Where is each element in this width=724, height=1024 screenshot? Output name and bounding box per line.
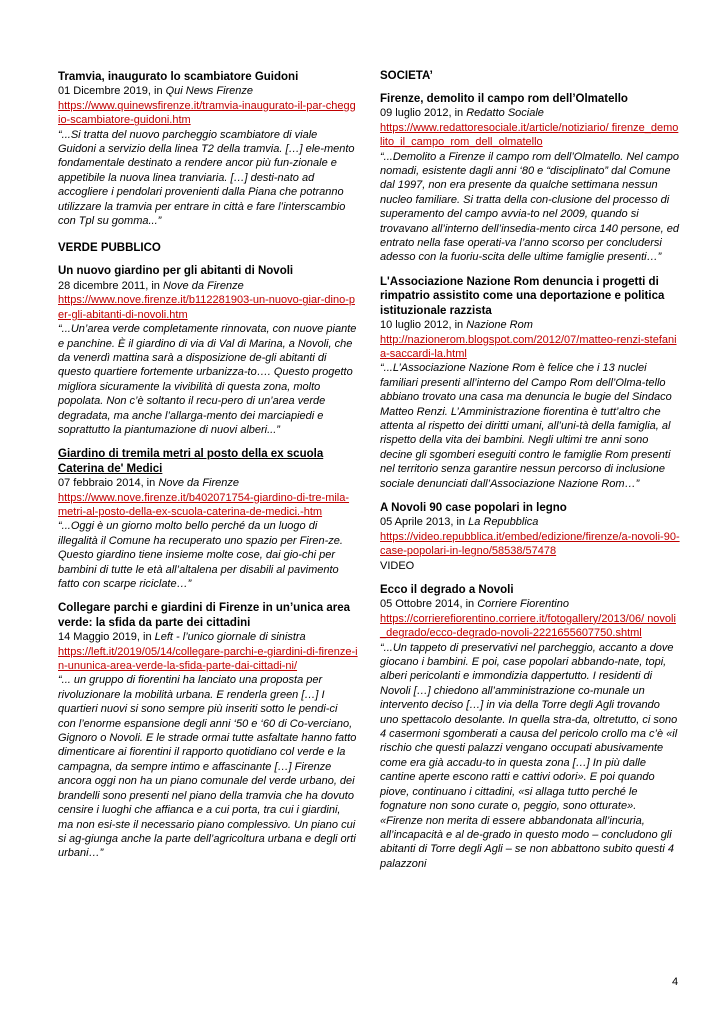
article-title: Ecco il degrado a Novoli: [380, 584, 514, 596]
article-title: Firenze, demolito il campo rom dell’Olmatello: [380, 93, 628, 105]
article-quote: “...Demolito a Firenze il campo rom dell’Olmatello. Nel campo nomadi, esistente dagli anni ‘80 e “disciplinato” dal Comune dal 1997, non era presente da qualche settimana nessun nucleo familiare. Si tratta della con-clusione del processo di superamento del campo avvia-to nel 2009, quando si trovavano all’interno dell’insedia-mento circa 140 persone, ed entrato nella fase operati-va l’anno scorso per concludersi adesso con la fuoriu-scita delle ultime famiglie presenti…”: [380, 150, 680, 264]
article-title: Tramvia, inaugurato lo scambiatore Guidoni: [58, 71, 299, 83]
article-quote: “...L’Associazione Nazione Rom è felice che i 13 nuclei familiari presenti all’interno del Campo Rom dell’Olma-tello abbiano trovato una casa ma denuncia le bugie del Sindaco Matteo Renzi. L’Amministrazione fiorentina è tutt’altro che attenta al rispetto dei diritti umani, all’uni-tà della famiglia, al rispetto della vita dei bambini. Negli ultimi tre anni sono decine gli sgomberi eseguiti contro le famiglie Rom presenti nel territorio senza garantire nessun percorso di inclusione sociale denunciati dall’Associazione Nazione Rom…”: [380, 362, 672, 490]
article-title: Giardino di tremila metri al posto della ex scuola Caterina de' Medici: [58, 448, 324, 475]
article-source: Qui News Firenze: [165, 85, 254, 98]
article-title: Un nuovo giardino per gli abitanti di Novoli: [58, 265, 294, 278]
article-date-source: [58, 476, 358, 490]
article-date: 05 Aprile 2013, in: [380, 516, 469, 529]
article-link[interactable]: https://www.redattoresociale.it/article/notiziario/ firenze_demolito_il_campo_rom_dell_olmatello: [380, 121, 679, 149]
article-entry: [58, 70, 358, 228]
article-entry: [58, 447, 358, 591]
article-source: La Repubblica: [468, 516, 539, 529]
article-date: 07 febbraio 2014, in: [58, 477, 159, 490]
left-column: [58, 70, 358, 871]
article-quote: “...Si tratta del nuovo parcheggio scambiatore di viale Guidoni a servizio della linea T2 della tramvia. […] ele-mento fondamentale destinato a rendere ancor più fun-zionale e appetibile la nuova linea tranviaria. […] desti-nato ad accogliere i pendolari provenienti dalla Piana che potranno utilizzare la tramvia per entrare in città e fare l’interscambio con Tpl su gomma...”: [58, 128, 355, 228]
article-link[interactable]: http://nazionerom.blogspot.com/2012/07/matteo-renzi-stefania-saccardi-la.html: [380, 333, 677, 360]
article-quote: “...Un’area verde completamente rinnovata, con nuove piante e panchine. È il giardino di via di Val di Marina, a Novoli, che da venerdì mattina sarà a disposizione de-gli abitanti di questo quartiere fortemente urbanizza-to…. Questo progetto migliora sicuramente la vivibilità di questa zona, molto popolata. Non c’è soltanto il recu-pero di un’area verde degradata, ma anche l’allarga-mento dei marciapiedi e soprattutto la piantumazione di nuovi alberi...”: [58, 323, 357, 436]
article-date-source: [380, 597, 680, 611]
article-date-source: [58, 84, 358, 98]
article-link[interactable]: https://www.nove.firenze.it/b402071754-giardino-di-tre-mila-metri-al-posto-della-ex-scuola-caterina-de-medici.-htm: [58, 491, 350, 518]
article-entry: [380, 501, 680, 573]
article-date: 10 luglio 2012, in: [380, 319, 467, 332]
article-source: Nazione Rom: [466, 319, 533, 332]
article-date: 28 dicembre 2011, in: [58, 279, 163, 292]
article-link[interactable]: https://left.it/2019/05/14/collegare-parchi-e-giardini-di-firenze-in-ununica-area-verde-la-sfida-parte-dai-cittadi-ni/: [58, 645, 358, 673]
article-source: Nove da Firenze: [158, 477, 240, 490]
article-title: L'Associazione Nazione Rom denuncia i progetti di rimpatrio assistito come una deportazione e politica istituzionale razzista: [380, 275, 665, 317]
section-heading: VERDE PUBBLICO: [58, 242, 161, 255]
article-source: Redatto Sociale: [466, 107, 544, 120]
article-quote: “... un gruppo di fiorentini ha lanciato una proposta per rivoluzionare la mobilità urbana. E renderla green […] I quartieri nuovi si sono sempre più inseriti sotto le pendi-ci con l’enorme espansione degli anni ‘50 e ‘60 di Co-verciano, Gignoro o Novoli. E le strade ormai tutte asfaltate hanno fatto dimenticare ai fiorentini il rapporto quotidiano col verde e la campagna, da sempre intimo e affascinante […] Firenze ancora oggi non ha un piano comunale del verde urbano, dei brandelli sono presenti nel piano della tramvia che ha dovuto censire i luoghi che affianca e a cui porta, tra cui i giardini, ma non esi-ste il necessario piano complessivo. Un piano cui si ag-giunga anche la parte dell’agricoltura urbana e degli orti urbani…”: [58, 674, 357, 860]
article-date-source: [58, 279, 358, 293]
article-date: 05 Ottobre 2014, in: [380, 598, 478, 611]
right-column: [380, 70, 680, 881]
video-label: VIDEO: [380, 559, 415, 572]
article-link[interactable]: https://corrierefiorentino.corriere.it/fotogallery/2013/06/ novoli_degrado/ecco-degrado-novoli-2221655607750.shtml: [380, 612, 676, 640]
article-quote: “...Oggi è un giorno molto bello perché da un luogo di illegalità il Comune ha recuperato uno spazio per Firen-ze. Questo giardino tiene insieme molte cose, dai gio-chi per bambini di tutte le età all’altalena per disabili al pavimento fatto con scarpe riciclate…”: [58, 520, 343, 590]
article-entry: [58, 601, 358, 860]
article-date-source: [58, 630, 358, 644]
article-date: 01 Dicembre 2019, in: [58, 85, 166, 98]
page-number: 4: [672, 976, 679, 988]
article-quote: “...Un tappeto di preservativi nel parcheggio, accanto a dove giocano i bambini. E poi, case popolari abbando-nate, topi, alberi pericolanti e immondizia dappertutto. I residenti di Novoli […] chiedono all’amministrazione co-munale un intervento deciso […] in via della Torre degli Agli trovando uno spettacolo desolante. In quella stra-da, oltretutto, ci sono 4 casermoni sgomberati a causa del pericolo crollo ma c’è «il rischio che questi palazzi vengano occupati abusivamente come era già accadu-to in questa zona […] In più dalle cantine aperte escono ratti e cattivi odori». E poi quando piove, continuano i cittadini, «si allaga tutto perché le fognature non sono curate o, peggio, sono otturate». «Firenze non merita di essere abbandonata all’incuria, all’incapacità e al de-grado in questo modo – concludono gli abitanti di Torre degli Agli – se non abbattono subito questi 4 palazzoni: [380, 641, 678, 870]
article-entry: [58, 264, 358, 437]
article-link[interactable]: https://video.repubblica.it/embed/edizione/firenze/a-novoli-90-case-popolari-in-legno/58538/57478: [380, 530, 680, 558]
article-date-source: [380, 106, 680, 120]
section-heading: SOCIETA’: [380, 70, 433, 82]
article-entry: [380, 92, 680, 265]
article-date-source: [380, 318, 680, 332]
article-link[interactable]: https://www.quinewsfirenze.it/tramvia-inaugurato-il-par-cheggio-scambiatore-guidoni.htm: [58, 99, 356, 127]
article-source: Left - l’unico giornale di sinistra: [154, 631, 306, 644]
article-date: 14 Maggio 2019, in: [58, 631, 155, 644]
article-link[interactable]: https://www.nove.firenze.it/b112281903-un-nuovo-giar-dino-per-gli-abitanti-di-novoli.htm: [58, 294, 355, 321]
article-source: Corriere Fiorentino: [477, 598, 569, 611]
article-date: 09 luglio 2012, in: [380, 107, 467, 120]
article-entry: [380, 275, 680, 491]
article-source: Nove da Firenze: [162, 279, 244, 292]
article-date-source: [380, 515, 680, 529]
article-entry: [380, 583, 680, 871]
article-title: A Novoli 90 case popolari in legno: [380, 501, 567, 514]
article-title: Collegare parchi e giardini di Firenze in un’unica area verde: la sfida da parte dei cittadini: [58, 602, 351, 629]
